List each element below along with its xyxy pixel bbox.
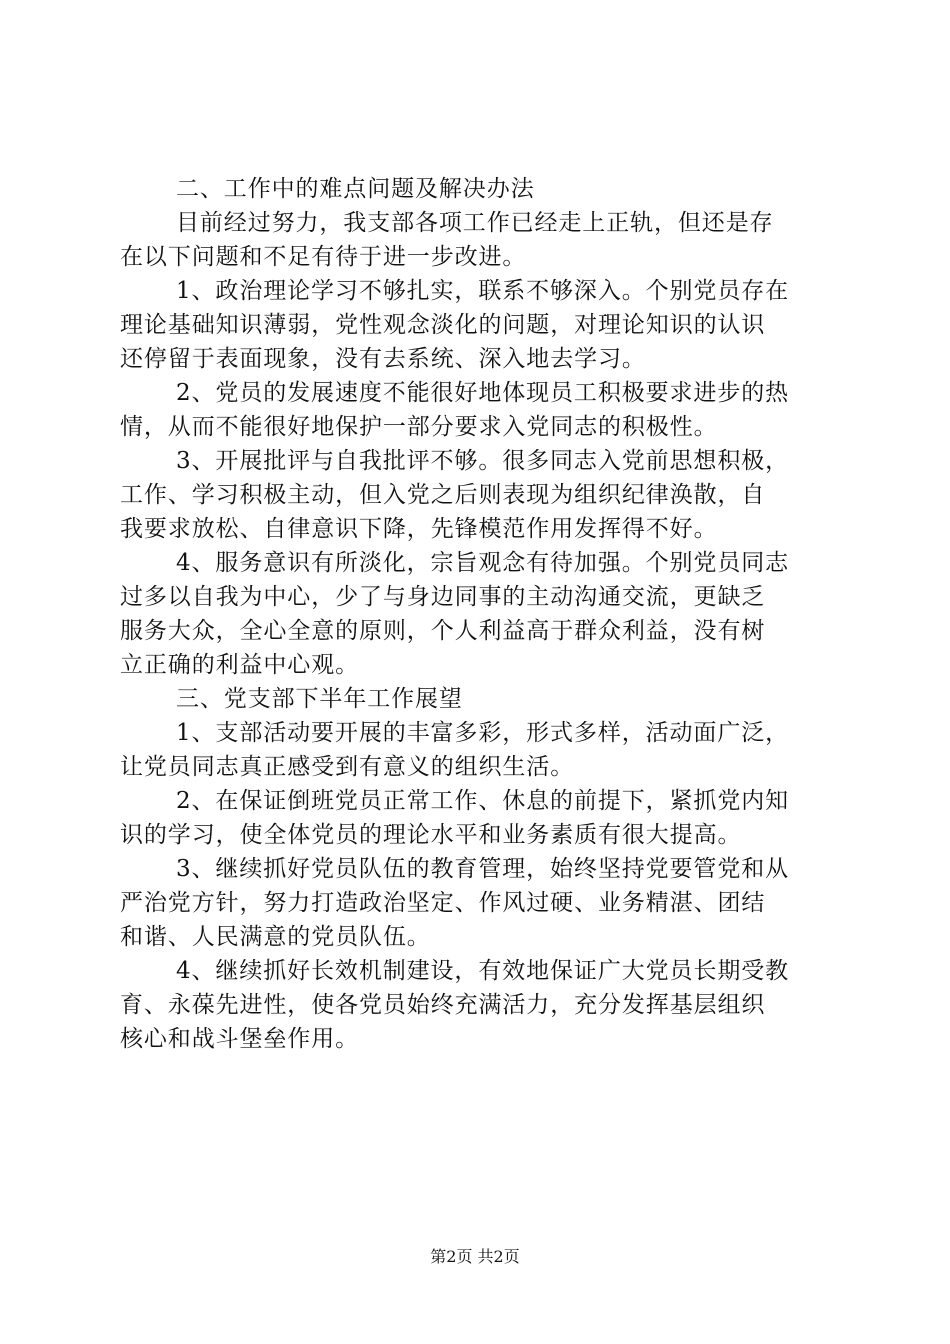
- paragraph-line: 在以下问题和不足有待于进一步改进。: [120, 244, 527, 270]
- paragraph-line: 1、支部活动要开展的丰富多彩，形式多样，活动面广泛，: [176, 720, 790, 746]
- paragraph-line: 工作、学习积极主动，但入党之后则表现为组织纪律涣散，自: [120, 482, 766, 508]
- paragraph-line: 核心和战斗堡垒作用。: [120, 1026, 359, 1052]
- paragraph-line: 让党员同志真正感受到有意义的组织生活。: [120, 754, 575, 780]
- page-number-footer: 第2页 共2页: [430, 1247, 520, 1266]
- paragraph-line: 严治党方针，努力打造政治坚定、作风过硬、业务精湛、团结: [120, 890, 766, 916]
- paragraph-line: 和谐、人民满意的党员队伍。: [120, 924, 431, 950]
- paragraph-line: 3、继续抓好党员队伍的教育管理，始终坚持党要管党和从: [176, 856, 790, 882]
- paragraph-line: 2、党员的发展速度不能很好地体现员工积极要求进步的热: [176, 380, 790, 406]
- paragraph-line: 2、在保证倒班党员正常工作、休息的前提下，紧抓党内知: [176, 788, 790, 814]
- paragraph-line: 育、永葆先进性，使各党员始终充满活力，充分发挥基层组织: [120, 992, 766, 1018]
- paragraph-line: 还停留于表面现象，没有去系统、深入地去学习。: [120, 346, 646, 372]
- section-heading: 三、党支部下半年工作展望: [176, 686, 463, 712]
- paragraph-line: 1、政治理论学习不够扎实，联系不够深入。个别党员存在: [176, 278, 790, 304]
- section-heading: 二、工作中的难点问题及解决办法: [176, 176, 535, 202]
- paragraph-line: 目前经过努力，我支部各项工作已经走上正轨，但还是存: [176, 210, 774, 236]
- paragraph-line: 我要求放松、自律意识下降，先锋模范作用发挥得不好。: [120, 516, 718, 542]
- paragraph-line: 立正确的利益中心观。: [120, 652, 359, 678]
- paragraph-line: 3、开展批评与自我批评不够。很多同志入党前思想积极，: [176, 448, 790, 474]
- paragraph-line: 情，从而不能很好地保护一部分要求入党同志的积极性。: [120, 414, 718, 440]
- paragraph-line: 识的学习，使全体党员的理论水平和业务素质有很大提高。: [120, 822, 742, 848]
- paragraph-line: 服务大众，全心全意的原则，个人利益高于群众利益，没有树: [120, 618, 766, 644]
- document-body: [120, 172, 832, 1056]
- paragraph-line: 4、服务意识有所淡化，宗旨观念有待加强。个别党员同志: [176, 550, 790, 576]
- paragraph-line: 理论基础知识薄弱，党性观念淡化的问题，对理论知识的认识: [120, 312, 766, 338]
- paragraph-line: 4、继续抓好长效机制建设，有效地保证广大党员长期受教: [176, 958, 790, 984]
- paragraph-line: 过多以自我为中心，少了与身边同事的主动沟通交流，更缺乏: [120, 584, 766, 610]
